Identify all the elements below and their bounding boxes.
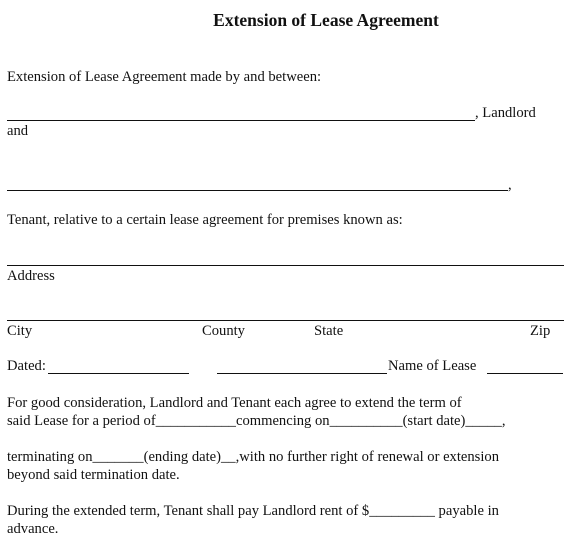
consideration-line-2: said Lease for a period of___________commencing on__________(start date)_____, — [7, 413, 506, 429]
county-label: County — [202, 323, 245, 339]
address-label: Address — [7, 268, 55, 284]
rent-line-1: During the extended term, Tenant shall pay Landlord rent of $_________ payable in — [7, 503, 499, 519]
terminating-line-1: terminating on_______(ending date)__,with no further right of renewal or extension — [7, 449, 500, 465]
name-of-lease-line[interactable] — [217, 373, 387, 374]
name-of-lease-trailing-line[interactable] — [487, 373, 563, 374]
address-line[interactable] — [7, 265, 564, 266]
consideration-line-1: For good consideration, Landlord and Tenant each agree to extend the term of — [7, 395, 462, 411]
zip-label: Zip — [530, 323, 551, 339]
city-label: City — [7, 323, 33, 339]
intro-text: Extension of Lease Agreement made by and between: — [7, 69, 322, 85]
dated-label: Dated: — [7, 358, 46, 374]
tenant-comma: , — [508, 177, 512, 193]
city-county-state-zip-line[interactable] — [7, 320, 564, 321]
tenant-name-line[interactable] — [7, 190, 508, 191]
document-title: Extension of Lease Agreement — [213, 10, 439, 30]
rent-line-2: advance. — [7, 521, 59, 537]
state-label: State — [314, 323, 344, 339]
landlord-label: , Landlord — [475, 105, 536, 121]
tenant-clause: Tenant, relative to a certain lease agreement for premises known as: — [7, 212, 403, 228]
name-of-lease-label: Name of Lease — [388, 358, 477, 374]
dated-line[interactable] — [48, 373, 189, 374]
and-text: and — [7, 123, 29, 139]
landlord-name-line[interactable] — [7, 120, 475, 121]
terminating-line-2: beyond said termination date. — [7, 467, 180, 483]
